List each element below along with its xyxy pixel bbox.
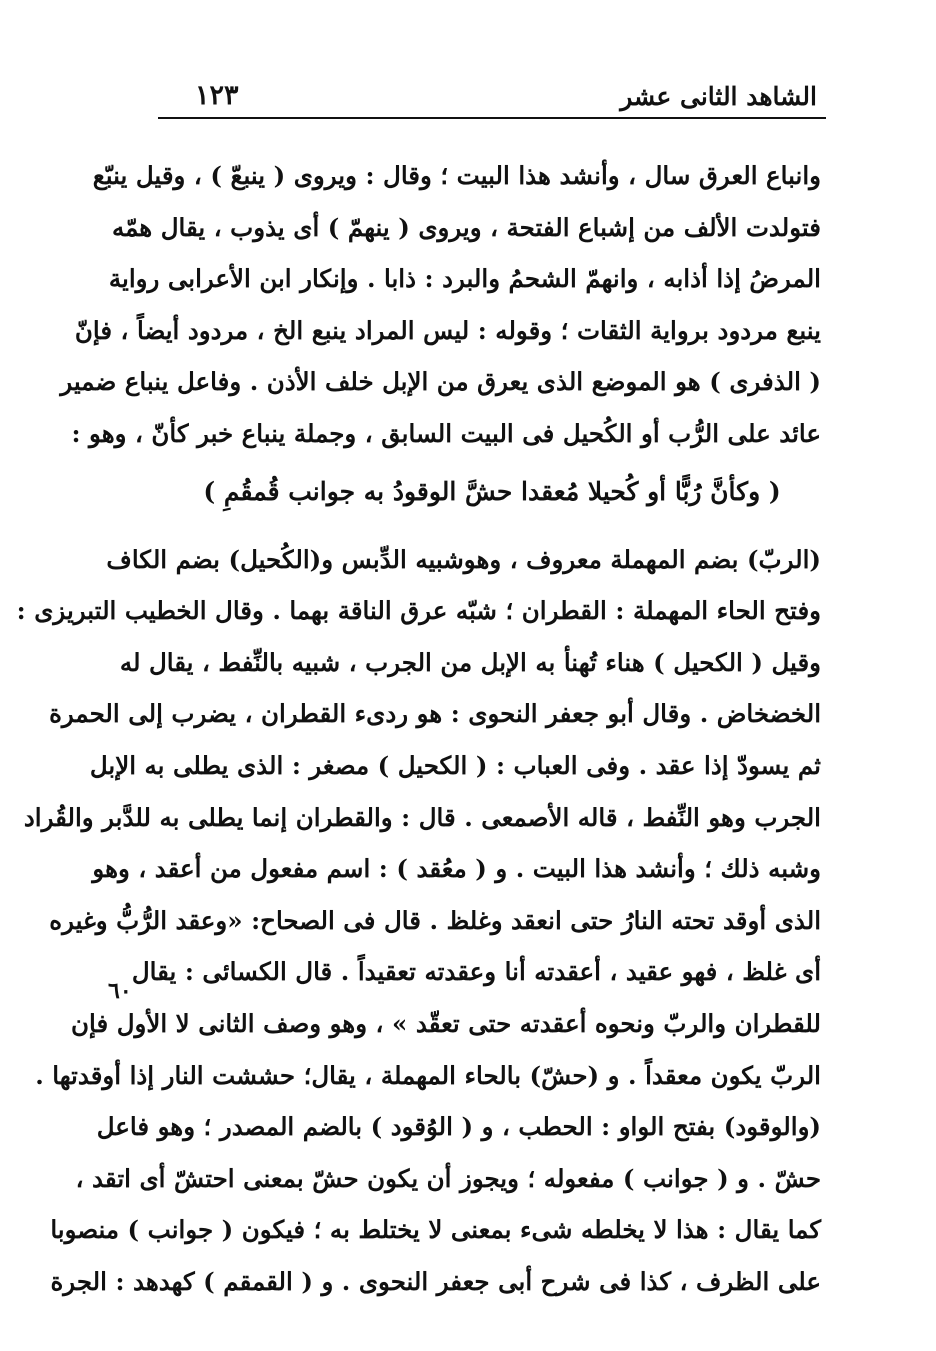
page-number: ١٢٣ <box>195 80 239 111</box>
text-line: الذى أوقد تحته النارُ حتى انعقد وغلظ . قال فى الصحاح: «وعقد الرُّبُّ وغيره <box>49 905 821 935</box>
verse-spacer <box>163 522 821 534</box>
text-line: المرضُ إذا أذابه ، وانهمّ الشحمُ والبرد : ذابا . وإنكار ابن الأعرابى رواية <box>108 264 821 294</box>
text-line: وقيل ( الكحيل ) هناء تُهنأ به الإبل من الجرب ، شبيه بالنِّفط ، يقال له <box>119 647 821 677</box>
page-header <box>155 78 825 118</box>
margin-line-number: ٦٠ <box>108 978 132 1004</box>
text-line: عائد على الرُّب أو الكُحيل فى البيت السابق ، وجملة ينباع خبر كأنّ ، وهو : <box>71 418 821 448</box>
text-line: على الظرف ، كذا فى شرح أبى جعفر النحوى . و ( القمقم ) كهدهد : الجرة <box>50 1266 821 1296</box>
text-line: وشبه ذلك ؛ وأنشد هذا البيت . و ( معُقد ) : اسم مفعول من أعقد ، وهو <box>92 854 821 884</box>
text-line: كما يقال : هذا لا يخلطه شىء بمعنى لا يختلط به ؛ فيكون ( جوانب ) منصوبا <box>50 1215 821 1245</box>
text-line: حشّ . و ( جوانب ) مفعوله ؛ ويجوز أن يكون حشّ بمعنى احتشّ أى اتقد ، <box>75 1163 821 1193</box>
verse-line: ( وكأنَّ رُبًّا أو كُحيلا مُعقدا حشَّ الوقودُ به جوانب قُمقُمِ ) <box>203 476 781 506</box>
text-line: وفتح الحاء المهملة : القطران ؛ شبّه عرق الناقة بهما . وقال الخطيب التبريزى : <box>16 596 821 626</box>
text-line: ( الذفرى ) هو الموضع الذى يعرق من الإبل خلف الأذن . وفاعل ينباع ضمير <box>60 367 821 397</box>
header-rule <box>158 117 826 119</box>
text-line: للقطران والربّ ونحوه أعقدته حتى تعقّد » ، وهو وصف الثانى لا الأول فإن <box>71 1008 821 1038</box>
running-title: الشاهد الثانى عشر <box>620 82 817 111</box>
text-line: الربّ يكون معقداً . و (حشّ) بالحاء المهملة ، يقال؛ حششت النار إذا أوقدتها . <box>35 1060 821 1090</box>
text-line: أى غلظ ، فهو عقيد ، أعقدته أنا وعقدته تعقيداً . قال الكسائى : يقال <box>131 957 821 987</box>
text-line: الخضخاض . وقال أبو جعفر النحوى : هو ردىء القطران ، يضرب إلى الحمرة <box>49 699 821 729</box>
text-line: فتولدت الألف من إشباع الفتحة ، ويروى ( ينهمّ ) أى يذوب ، يقال همّه <box>111 212 821 242</box>
text-line: ينبع مردود برواية الثقات ؛ وقوله : ليس المراد ينبع الخ ، مردود أيضاً ، فإنّ <box>74 315 821 345</box>
text-line: الجرب وهو النِّفط ، قاله الأصمعى . قال : والقطران إنما يطلى به للدَّبر والقُراد <box>23 802 821 832</box>
text-line: (والوقود) بفتح الواو : الحطب ، و ( الوُقود ) بالضم المصدر ؛ وهو فاعل <box>96 1112 821 1142</box>
text-line: ثم يسودّ إذا عقد . وفى العباب : ( الكحيل ) مصغر : الذى يطلى به الإبل <box>89 750 821 780</box>
text-line: وانباع العرق سال ، وأنشد هذا البيت ؛ وقال : ويروى ( ينبعّ ) ، وقيل ينبّع <box>92 161 821 190</box>
text-line: (الربّ) بضم المهملة معروف ، وهوشبيه الدِّبس و(الكُحيل) بضم الكاف <box>106 544 821 574</box>
